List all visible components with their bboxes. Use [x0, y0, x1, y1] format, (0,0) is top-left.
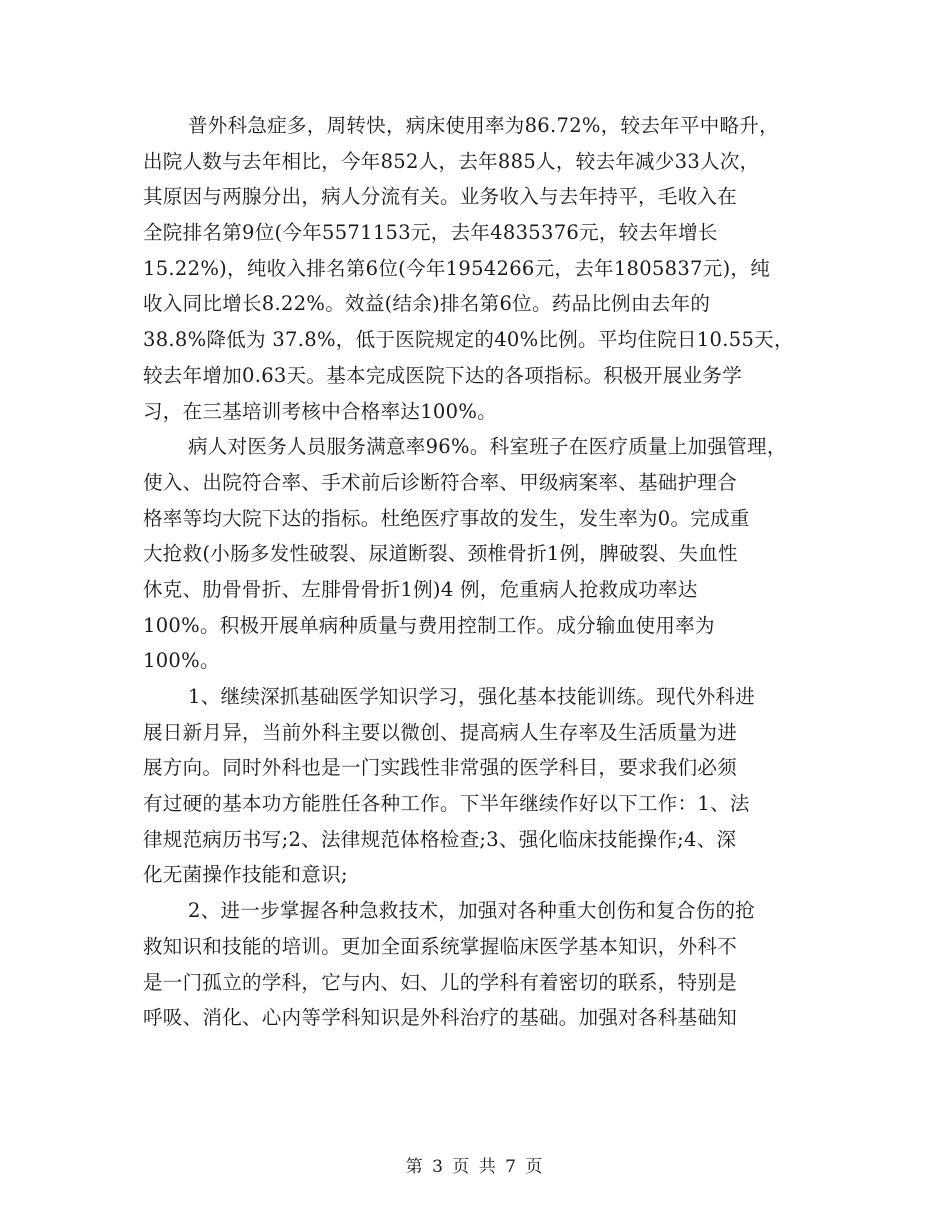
text-line: 习，在三基培训考核中合格率达100%。	[143, 399, 497, 423]
text-line: 其原因与两腺分出，病人分流有关。业务收入与去年持平，毛收入在	[143, 185, 738, 209]
text-line: 化无菌操作技能和意识;	[143, 863, 348, 887]
text-line: 100%。	[143, 649, 220, 673]
page-footer: 第 3 页 共 7 页	[405, 1157, 545, 1177]
text-line: 38.8%降低为 37.8%，低于医院规定的40%比例。平均住院日10.55天，	[143, 328, 794, 352]
text-line: 2、进一步掌握各种急救技术，加强对各种重大创伤和复合伤的抢	[188, 899, 756, 923]
text-line: 呼吸、消化、心内等学科知识是外科治疗的基础。加强对各科基础知	[143, 1006, 738, 1030]
text-line: 较去年增加0.63天。基本完成医院下达的各项指标。积极开展业务学	[143, 363, 743, 387]
paragraph	[143, 108, 823, 429]
text-line: 是一门孤立的学科，它与内、妇、儿的学科有着密切的联系，特别是	[143, 970, 738, 994]
paragraph	[143, 679, 823, 893]
text-line: 有过硬的基本功方能胜任各种工作。下半年继续作好以下工作：1、法	[143, 792, 750, 816]
paragraph	[143, 429, 823, 679]
text-line: 格率等均大院下达的指标。杜绝医疗事故的发生，发生率为0。完成重	[143, 506, 750, 530]
text-line: 15.22%)，纯收入排名第6位(今年1954266元，去年1805837元)，纯	[143, 256, 771, 280]
text-line: 使入、出院符合率、手术前后诊断符合率、甲级病案率、基础护理合	[143, 470, 738, 494]
text-line: 收入同比增长8.22%。效益(结余)排名第6位。药品比例由去年的	[143, 292, 711, 316]
text-line: 病人对医务人员服务满意率96%。科室班子在医疗质量上加强管理，	[188, 435, 787, 459]
paragraph	[143, 893, 823, 1036]
text-line: 救知识和技能的培训。更加全面系统掌握临床医学基本知识，外科不	[143, 934, 738, 958]
text-line: 律规范病历书写;2、法律规范体格检查;3、强化临床技能操作;4、深	[143, 827, 737, 851]
text-line: 休克、肋骨骨折、左腓骨骨折1例)4 例，危重病人抢救成功率达	[143, 577, 698, 601]
text-line: 出院人数与去年相比，今年852人，去年885人，较去年减少33人次，	[143, 149, 760, 173]
text-line: 展方向。同时外科也是一门实践性非常强的医学科目，要求我们必须	[143, 756, 738, 780]
text-line: 大抢救(小肠多发性破裂、尿道断裂、颈椎骨折1例，脾破裂、失血性	[143, 542, 738, 566]
document-body	[143, 108, 823, 1036]
text-line: 100%。积极开展单病种质量与费用控制工作。成分输血使用率为	[143, 613, 715, 637]
text-line: 展日新月异，当前外科主要以微创、提高病人生存率及生活质量为进	[143, 720, 738, 744]
text-line: 普外科急症多，周转快，病床使用率为86.72%，较去年平中略升，	[188, 114, 779, 137]
text-line: 全院排名第9位(今年5571153元，去年4835376元，较去年增长	[143, 221, 718, 245]
text-line: 1、继续深抓基础医学知识学习，强化基本技能训练。现代外科进	[188, 685, 756, 708]
